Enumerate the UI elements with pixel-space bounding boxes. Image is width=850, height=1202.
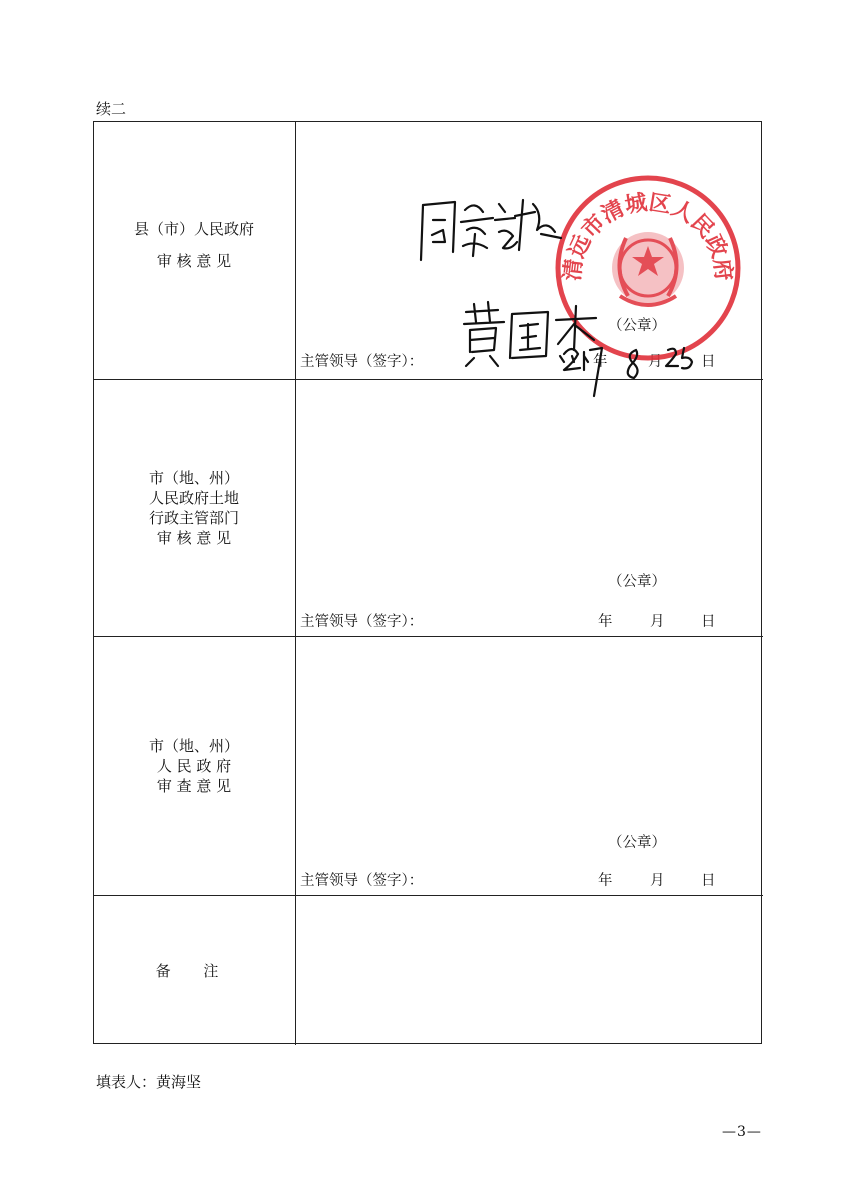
title-line: 审 核 意 见	[156, 252, 232, 270]
row-remarks-title	[93, 961, 295, 981]
date-year: 年	[593, 354, 608, 370]
date-month: 月	[650, 614, 665, 630]
date-day: 日	[701, 873, 716, 889]
title-line: 市（地、州）	[148, 737, 239, 755]
title-line: 审 核 意 见	[156, 529, 232, 547]
remarks-label: 备 注	[155, 962, 233, 980]
national-emblem-icon	[612, 232, 684, 305]
signature-label: 主管领导（签字）：	[300, 873, 424, 889]
row-city-gov-title	[93, 736, 295, 796]
date-day: 日	[701, 614, 716, 630]
title-line: 人民政府土地	[148, 489, 239, 507]
continuation-label: 续二	[96, 100, 127, 118]
date-day: 日	[701, 354, 716, 370]
row-divider	[93, 895, 763, 896]
handwritten-opinion	[415, 190, 565, 270]
form-filler: 填表人：黄海坚	[96, 1073, 202, 1091]
date-month: 月	[648, 354, 663, 370]
title-line: 市（地、州）	[148, 469, 239, 487]
handwritten-date	[560, 340, 700, 400]
seal-label: （公章）	[608, 574, 666, 590]
title-line: 审 查 意 见	[156, 777, 232, 795]
page-number: —3—	[722, 1124, 762, 1140]
title-line: 行政主管部门	[148, 509, 239, 527]
date-year: 年	[598, 614, 613, 630]
signature-label: 主管领导（签字）：	[300, 354, 424, 370]
title-line: 县（市）人民政府	[133, 220, 254, 238]
date-year: 年	[598, 873, 613, 889]
row-county-title	[93, 219, 295, 271]
row-land-dept-title	[93, 468, 295, 548]
seal-label: （公章）	[608, 318, 666, 334]
title-line: 人 民 政 府	[156, 757, 232, 775]
column-divider	[295, 121, 296, 1045]
date-month: 月	[650, 873, 665, 889]
row-divider	[93, 636, 763, 637]
seal-arc-text: 清远市清城区人民政府	[559, 189, 737, 283]
signature-label: 主管领导（签字）：	[300, 614, 424, 630]
seal-label: （公章）	[608, 835, 666, 851]
